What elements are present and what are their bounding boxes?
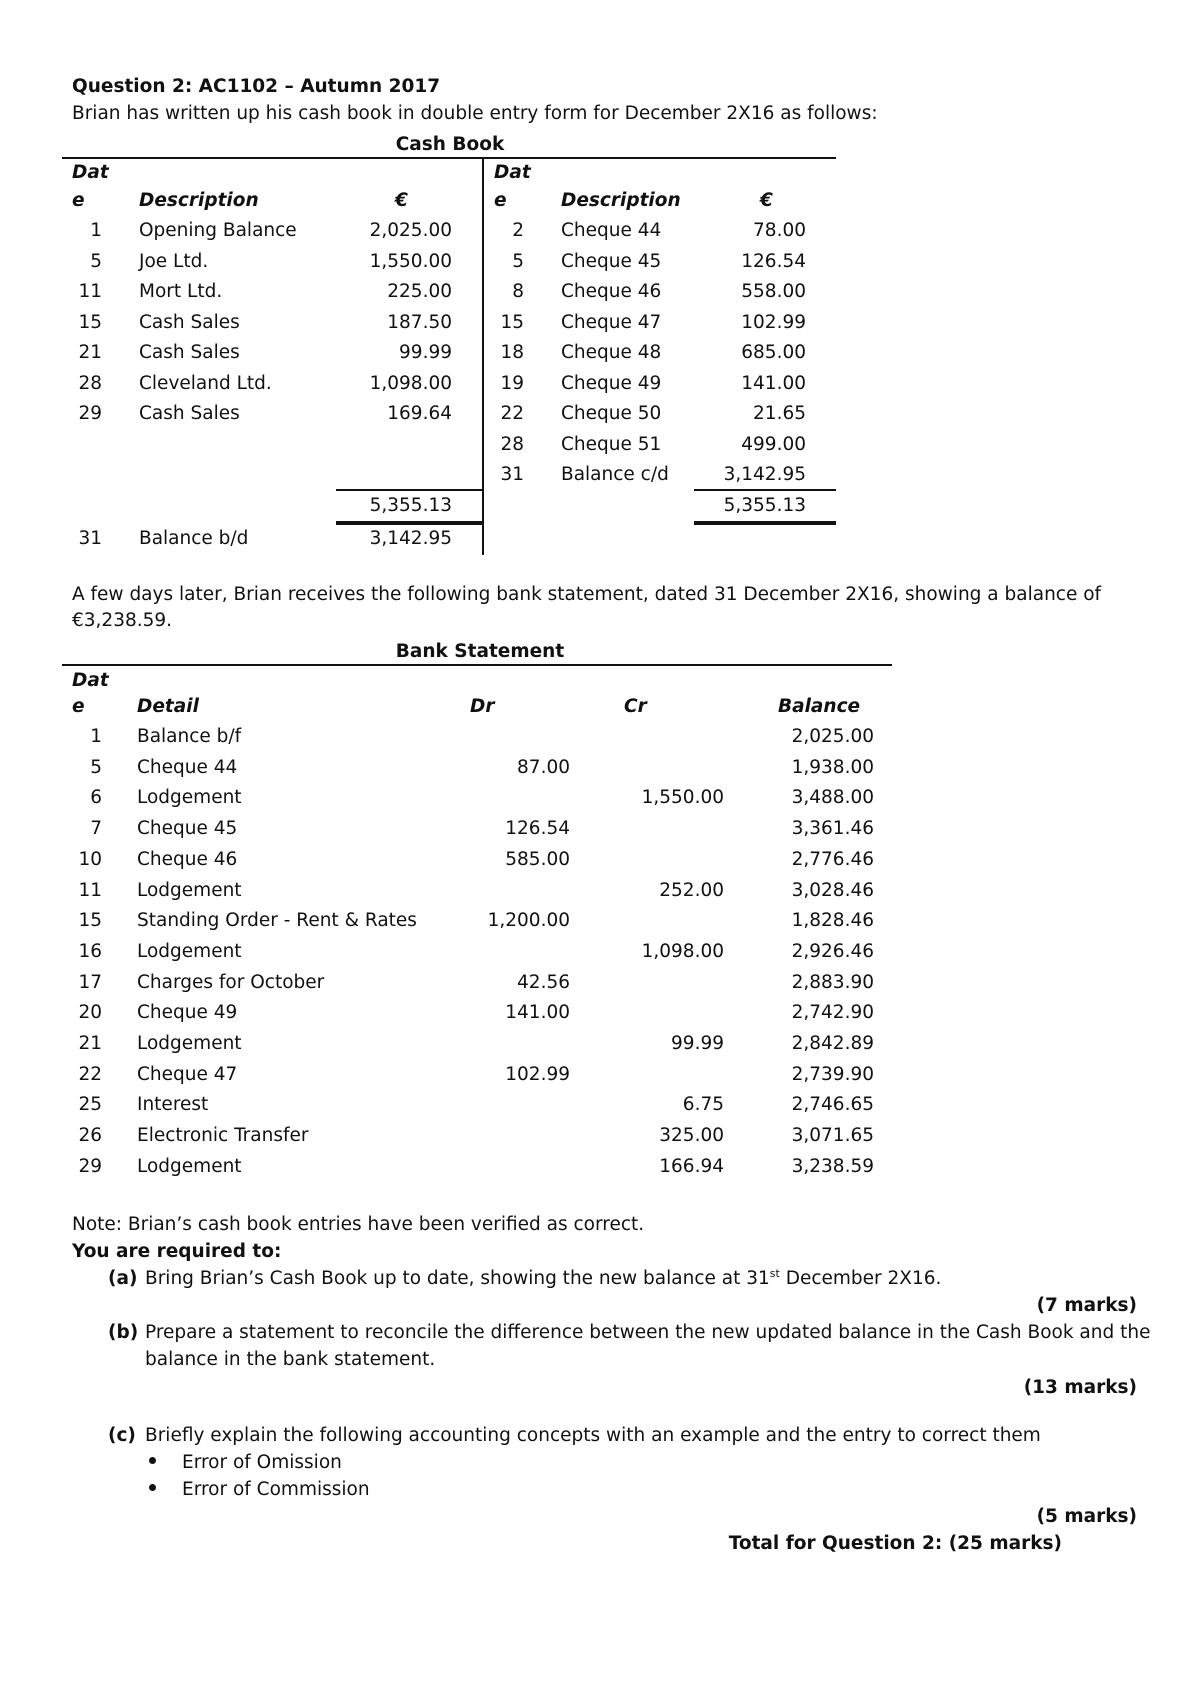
cb-credit-date: 8 — [512, 281, 524, 302]
bullet-icon — [149, 1457, 156, 1464]
bs-balance: 2,926.46 — [791, 940, 874, 962]
cb-credit-desc: Cheque 50 — [561, 403, 662, 424]
part-b-marks: (13 marks) — [1023, 1377, 1137, 1398]
cb-credit-amount: 78.00 — [753, 220, 806, 241]
bs-detail: Cheque 46 — [137, 848, 238, 870]
bs-date: 22 — [78, 1063, 102, 1085]
bs-date: 20 — [78, 1002, 102, 1024]
cb-credit-amount: 499.00 — [741, 433, 806, 455]
bs-dr-header: Dr — [470, 696, 495, 717]
part-b-text-line2: balance in the bank statement. — [145, 1349, 436, 1370]
cb-credit-amount: 21.65 — [753, 403, 806, 424]
note-text: Note: Brian’s cash book entries have been verified as correct. — [72, 1214, 645, 1235]
bs-date: 7 — [90, 818, 102, 840]
cb-dr-desc-header: Description — [139, 190, 259, 211]
bs-balance: 1,938.00 — [791, 756, 874, 778]
cb-credit-date: 2 — [512, 220, 524, 241]
cb-dr-amount-header: € — [395, 190, 408, 211]
part-a-text: Bring Brian’s Cash Book up to date, showing the new balance at 31st December 2X16. — [145, 1266, 942, 1289]
bs-balance: 3,488.00 — [791, 787, 874, 809]
bs-balance: 2,842.89 — [791, 1033, 874, 1054]
cb-debit-desc: Cash Sales — [139, 342, 240, 363]
bs-balance: 1,828.46 — [791, 910, 874, 932]
part-b-label: (b) — [108, 1322, 139, 1343]
bs-date-header-2: e — [72, 696, 85, 717]
bs-date: 6 — [90, 787, 102, 809]
bs-detail: Lodgement — [137, 940, 242, 962]
cash-book-title: Cash Book — [395, 134, 505, 155]
bs-balance: 2,742.90 — [791, 1002, 874, 1024]
cb-cr-date-header-2: e — [494, 190, 507, 211]
cb-debit-date: 15 — [78, 311, 102, 333]
bs-balance: 2,776.46 — [791, 848, 874, 870]
bs-detail-header: Detail — [137, 696, 199, 717]
cb-debit-amount: 1,550.00 — [369, 250, 452, 272]
cb-credit-amount: 102.99 — [741, 311, 806, 333]
cb-credit-desc: Cheque 46 — [561, 281, 662, 302]
bs-date: 25 — [78, 1094, 102, 1116]
bs-cr: 325.00 — [659, 1125, 724, 1147]
bs-date: 17 — [78, 971, 102, 993]
cb-credit-desc: Cheque 47 — [561, 311, 662, 333]
bs-balance: 3,361.46 — [791, 818, 874, 840]
bs-balance: 2,739.90 — [791, 1063, 874, 1085]
required-heading: You are required to: — [72, 1241, 282, 1262]
bs-date: 1 — [90, 726, 102, 747]
bs-detail: Interest — [137, 1094, 209, 1116]
cb-credit-date: 5 — [512, 250, 524, 272]
intro-text: Brian has written up his cash book in double entry form for December 2X16 as follows: — [72, 103, 878, 124]
bank-statement-top-rule — [62, 664, 892, 666]
bs-cr: 252.00 — [659, 879, 724, 901]
cb-credit-desc: Cheque 49 — [561, 372, 662, 394]
part-c-bullet-1: Error of Omission — [182, 1452, 342, 1473]
bs-date: 16 — [78, 940, 102, 962]
bs-date: 29 — [78, 1155, 102, 1177]
cb-cr-amount-header: € — [760, 190, 773, 211]
bs-date: 15 — [78, 910, 102, 932]
bank-intro-line1: A few days later, Brian receives the following bank statement, dated 31 December 2X16, showing a balance of — [72, 584, 1102, 605]
part-a-label: (a) — [108, 1268, 138, 1289]
cb-debit-amount: 99.99 — [399, 342, 452, 363]
part-c-marks: (5 marks) — [1036, 1506, 1137, 1527]
cb-credit-desc: Cheque 44 — [561, 220, 662, 241]
bs-detail: Cheque 45 — [137, 818, 238, 840]
cb-debit-amount: 187.50 — [387, 311, 452, 333]
cb-debit-date: 1 — [90, 220, 102, 241]
cb-debit-amount: 169.64 — [387, 403, 452, 424]
bs-detail: Cheque 49 — [137, 1002, 238, 1024]
cb-credit-amount: 558.00 — [741, 281, 806, 302]
cb-bd-amount: 3,142.95 — [369, 528, 452, 549]
bs-balance-header: Balance — [778, 696, 861, 717]
cb-debit-desc: Opening Balance — [139, 220, 297, 241]
bs-cr: 6.75 — [682, 1094, 724, 1116]
cb-dr-total-top-rule — [336, 489, 482, 491]
total-marks: Total for Question 2: (25 marks) — [728, 1533, 1062, 1554]
bs-detail: Lodgement — [137, 879, 242, 901]
cb-cr-total-bottom-rule — [694, 521, 836, 525]
question-title: Question 2: AC1102 – Autumn 2017 — [72, 76, 441, 97]
bs-date: 11 — [78, 879, 102, 901]
bs-dr: 1,200.00 — [487, 910, 570, 932]
bs-detail: Charges for October — [137, 971, 325, 993]
bs-cr-header: Cr — [624, 696, 647, 717]
cb-bd-desc: Balance b/d — [139, 528, 249, 549]
bs-cr: 99.99 — [671, 1033, 724, 1054]
bs-balance: 2,883.90 — [791, 971, 874, 993]
cb-cr-desc-header: Description — [561, 190, 681, 211]
bs-date: 10 — [78, 848, 102, 870]
part-c-label: (c) — [108, 1425, 136, 1446]
bs-balance: 2,025.00 — [791, 726, 874, 747]
cb-credit-amount: 3,142.95 — [723, 464, 806, 485]
part-c-bullet-2: Error of Commission — [182, 1479, 370, 1500]
cb-debit-date: 11 — [78, 281, 102, 302]
cb-credit-date: 31 — [500, 464, 524, 485]
cb-credit-amount: 141.00 — [741, 372, 806, 394]
cb-debit-amount: 1,098.00 — [369, 372, 452, 394]
bs-detail: Lodgement — [137, 1155, 242, 1177]
cb-debit-desc: Cash Sales — [139, 311, 240, 333]
bs-balance: 2,746.65 — [791, 1094, 874, 1116]
cb-debit-desc: Joe Ltd. — [139, 250, 209, 272]
cb-dr-date-header-2: e — [72, 190, 85, 211]
bs-detail: Electronic Transfer — [137, 1125, 309, 1147]
cash-book-top-rule — [62, 157, 836, 159]
cb-credit-date: 15 — [500, 311, 524, 333]
cb-credit-date: 22 — [500, 403, 524, 424]
bs-detail: Balance b/f — [137, 726, 242, 747]
cb-debit-desc: Cleveland Ltd. — [139, 372, 272, 394]
bs-dr: 87.00 — [517, 756, 570, 778]
cb-debit-date: 21 — [78, 342, 102, 363]
cb-dr-total: 5,355.13 — [369, 495, 452, 516]
cb-credit-amount: 685.00 — [741, 342, 806, 363]
cb-debit-date: 5 — [90, 250, 102, 272]
bs-detail: Cheque 47 — [137, 1063, 238, 1085]
cb-credit-date: 28 — [500, 433, 524, 455]
cb-debit-desc: Mort Ltd. — [139, 281, 223, 302]
bs-dr: 102.99 — [505, 1063, 570, 1085]
bullet-icon — [149, 1484, 156, 1491]
bs-date: 21 — [78, 1033, 102, 1054]
cb-credit-desc: Balance c/d — [561, 464, 669, 485]
bs-balance: 3,071.65 — [791, 1125, 874, 1147]
cb-credit-desc: Cheque 51 — [561, 433, 662, 455]
cb-credit-desc: Cheque 45 — [561, 250, 662, 272]
bs-date-header: Dat — [72, 670, 109, 691]
cb-cr-total-top-rule — [694, 489, 836, 491]
cb-credit-desc: Cheque 48 — [561, 342, 662, 363]
bs-detail: Standing Order - Rent & Rates — [137, 910, 417, 932]
bs-dr: 126.54 — [505, 818, 570, 840]
part-c-text: Briefly explain the following accounting concepts with an example and the entry to correct them — [145, 1425, 1041, 1446]
bs-balance: 3,028.46 — [791, 879, 874, 901]
cash-book-center-rule — [482, 157, 484, 555]
cb-dr-total-bottom-rule — [336, 521, 482, 525]
cb-debit-amount: 225.00 — [387, 281, 452, 302]
bs-balance: 3,238.59 — [791, 1155, 874, 1177]
cb-debit-amount: 2,025.00 — [369, 220, 452, 241]
cb-dr-date-header: Dat — [72, 162, 109, 183]
cb-cr-total: 5,355.13 — [723, 495, 806, 516]
cb-bd-date: 31 — [78, 528, 102, 549]
cb-credit-date: 19 — [500, 372, 524, 394]
cb-credit-date: 18 — [500, 342, 524, 363]
cb-cr-date-header: Dat — [494, 162, 531, 183]
bs-cr: 1,550.00 — [641, 787, 724, 809]
bank-intro-line2: €3,238.59. — [72, 610, 173, 631]
bs-date: 26 — [78, 1125, 102, 1147]
bs-detail: Cheque 44 — [137, 756, 238, 778]
bs-date: 5 — [90, 756, 102, 778]
cb-debit-date: 29 — [78, 403, 102, 424]
cb-credit-amount: 126.54 — [741, 250, 806, 272]
part-b-text-line1: Prepare a statement to reconcile the difference between the new updated balance in the Cash Book and the — [145, 1322, 1151, 1343]
cb-debit-date: 28 — [78, 372, 102, 394]
bs-dr: 585.00 — [505, 848, 570, 870]
bank-statement-title: Bank Statement — [395, 641, 565, 662]
cb-debit-desc: Cash Sales — [139, 403, 240, 424]
bs-detail: Lodgement — [137, 1033, 242, 1054]
bs-cr: 166.94 — [659, 1155, 724, 1177]
bs-dr: 141.00 — [505, 1002, 570, 1024]
bs-detail: Lodgement — [137, 787, 242, 809]
bs-cr: 1,098.00 — [641, 940, 724, 962]
part-a-marks: (7 marks) — [1036, 1295, 1137, 1316]
bs-dr: 42.56 — [517, 971, 570, 993]
